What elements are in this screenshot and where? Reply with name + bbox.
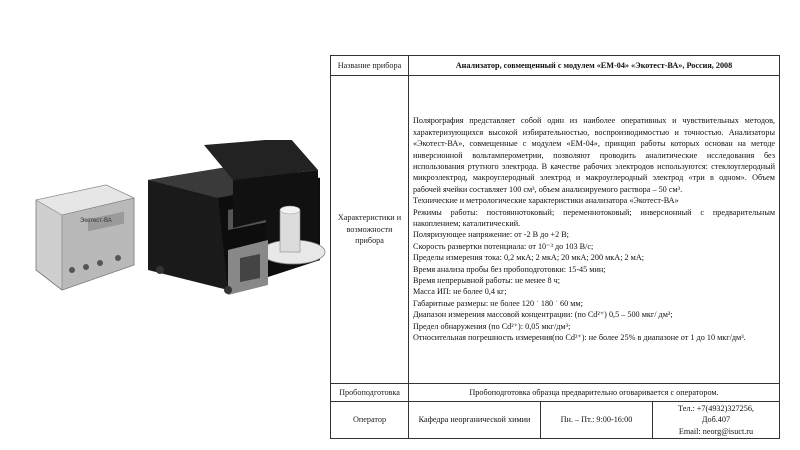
sample-prep-label: Пробоподготовка: [331, 383, 409, 401]
main-analyzer-unit: [148, 140, 325, 295]
char-paragraph: Режимы работы: постояннотоковый; переменнотоковый; инверсионный с предварительным накоплением; каталитический.: [413, 207, 775, 228]
row-characteristics: [331, 76, 780, 384]
operator-phone: Тел.: +7(4932)327256,: [678, 403, 754, 413]
instrument-info-table: [330, 55, 780, 439]
characteristics-label: Характеристики и возможности прибора: [331, 76, 409, 384]
char-paragraph: Масса ИП: не более 0,4 кг;: [413, 287, 507, 297]
operator-extension: Доб.407: [701, 415, 731, 425]
operator-hours: Пн. – Пт.: 9:00-16:00: [541, 401, 653, 438]
char-paragraph: Время анализа пробы без пробоподготовки: 15-45 мин;: [413, 264, 606, 274]
sample-prep-value: Пробоподготовка образца предварительно оговаривается с оператором.: [409, 383, 780, 401]
char-paragraph: Полярография представляет собой один из наиболее оперативных и чувствительных методов, характеризующихся высокой избирательностью, воспроизводимостью и точностью. Анализаторы «Экотест-ВА», совмещенные с модулем «ЕМ-04», принцип работы которых основан на методе инверсионной вольтамперометрии, позволяют проводить аналитические исследования без использования ртутного электрода. В качестве рабочих электродов используются: стеклоуглеродный микроэлектрод, макроуглеродный электрод и макроуглеродный электрод «три в одном». Объем рабочей ячейки составляет 100 см³, объем анализируемого раствора – 50 см³.: [413, 116, 775, 194]
analyzer-photo: [28, 140, 328, 315]
char-paragraph: Габаритные размеры: не более 120 ˙ 180 ˙ 60 мм;: [413, 298, 583, 308]
row-sample-preparation: [331, 383, 780, 401]
small-analyzer-module: [36, 185, 134, 290]
char-paragraph: Время непрерывной работы: не менее 8 ч;: [413, 276, 561, 286]
row-instrument-name: [331, 56, 780, 76]
operator-email[interactable]: Email: neorg@isuct.ru: [678, 426, 754, 436]
characteristics-text: [409, 76, 780, 384]
char-paragraph: Пределы измерения тока: 0,2 мкА; 2 мкА; 20 мкА; 200 мкА; 2 мА;: [413, 253, 645, 263]
char-paragraph: Скорость развертки потенциала: от 10⁻³ до 103 В/с;: [413, 241, 594, 251]
char-paragraph: Предел обнаружения (по Cd²⁺): 0,05 мкг/дм³;: [413, 321, 571, 331]
char-paragraph: Поляризующее напряжение: от -2 В до +2 В;: [413, 230, 569, 240]
instrument-name-value: Анализатор, совмещенный с модулем «ЕМ-04» «Экотест-ВА», Россия, 2008: [409, 56, 780, 76]
small-device-label: Экотест-ВА: [80, 218, 112, 224]
operator-label: Оператор: [331, 401, 409, 438]
char-paragraph: Технические и метрологические характеристики анализатора «Экотест-ВА»: [413, 196, 679, 206]
instrument-name-label: Название прибора: [331, 56, 409, 76]
operator-department: Кафедра неорганической химии: [409, 401, 541, 438]
operator-contacts: [653, 401, 780, 438]
char-paragraph: Диапазон измерения массовой концентрации: (по Cd²⁺) 0,5 – 500 мкг/ дм³;: [413, 310, 673, 320]
char-paragraph: Относительная погрешность измерения(по Cd²⁺): не более 25% в диапазоне от 1 до 10 мкг/дм³.: [413, 333, 746, 343]
row-operator: [331, 401, 780, 438]
